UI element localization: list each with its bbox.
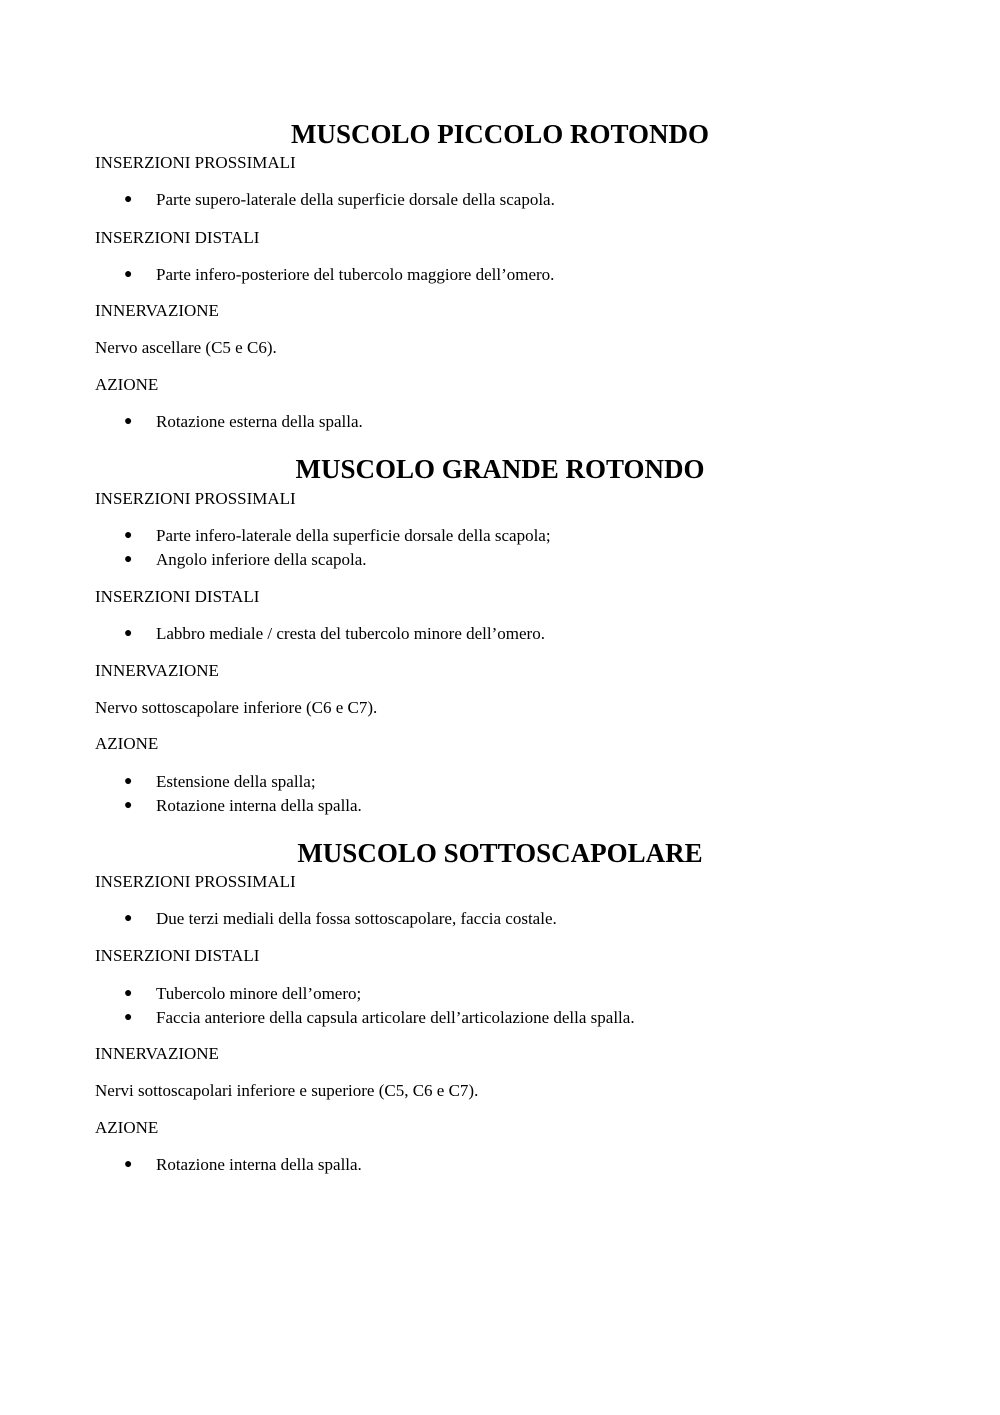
bullet-icon: ● — [124, 192, 133, 207]
action-label: AZIONE — [95, 734, 159, 753]
bullet-icon: ● — [124, 267, 133, 282]
bullet-icon: ● — [124, 626, 133, 641]
section-title: MUSCOLO SOTTOSCAPOLARE — [297, 838, 703, 868]
bullet-icon: ● — [124, 1010, 133, 1025]
action-label: AZIONE — [95, 375, 159, 394]
action-label: AZIONE — [95, 1118, 159, 1137]
proximal-insertions-label: INSERZIONI PROSSIMALI — [95, 153, 296, 172]
bullet-icon: ● — [124, 911, 133, 926]
list-item: ● Parte supero-laterale della superficie dorsale della scapola. — [124, 190, 555, 209]
bullet-icon: ● — [124, 774, 133, 789]
list-item: ● Parte infero-posteriore del tubercolo maggiore dell’omero. — [124, 265, 555, 284]
section-title: MUSCOLO GRANDE ROTONDO — [295, 454, 705, 484]
bullet-icon: ● — [124, 528, 133, 543]
innervation-text: Nervi sottoscapolari inferiore e superiore (C5, C6 e C7). — [95, 1081, 479, 1100]
list-item: ● Rotazione interna della spalla. — [124, 1155, 362, 1174]
distal-insertions-label: INSERZIONI DISTALI — [95, 946, 260, 965]
proximal-insertions-label: INSERZIONI PROSSIMALI — [95, 489, 296, 508]
list-item: ● Rotazione esterna della spalla. — [124, 412, 363, 431]
bullet-icon: ● — [124, 798, 133, 813]
bullet-icon: ● — [124, 1157, 133, 1172]
bullet-icon: ● — [124, 414, 133, 429]
distal-insertions-label: INSERZIONI DISTALI — [95, 228, 260, 247]
list-item: ● Angolo inferiore della scapola. — [124, 550, 367, 569]
list-item: ● Tubercolo minore dell’omero; — [124, 984, 362, 1003]
distal-insertions-label: INSERZIONI DISTALI — [95, 587, 260, 606]
proximal-insertions-label: INSERZIONI PROSSIMALI — [95, 872, 296, 891]
bullet-icon: ● — [124, 986, 133, 1001]
innervation-label: INNERVAZIONE — [95, 301, 219, 320]
innervation-text: Nervo ascellare (C5 e C6). — [95, 338, 277, 357]
section-title: MUSCOLO PICCOLO ROTONDO — [290, 119, 710, 149]
innervation-label: INNERVAZIONE — [95, 661, 219, 680]
list-item: ● Faccia anteriore della capsula articolare dell’articolazione della spalla. — [124, 1008, 635, 1027]
list-item: ● Estensione della spalla; — [124, 772, 316, 791]
list-item: ● Due terzi mediali della fossa sottoscapolare, faccia costale. — [124, 909, 557, 928]
bullet-icon: ● — [124, 552, 133, 567]
innervation-text: Nervo sottoscapolare inferiore (C6 e C7). — [95, 698, 378, 717]
innervation-label: INNERVAZIONE — [95, 1044, 219, 1063]
list-item: ● Labbro mediale / cresta del tubercolo minore dell’omero. — [124, 624, 545, 643]
list-item: ● Rotazione interna della spalla. — [124, 796, 362, 815]
list-item: ● Parte infero-laterale della superficie dorsale della scapola; — [124, 526, 551, 545]
